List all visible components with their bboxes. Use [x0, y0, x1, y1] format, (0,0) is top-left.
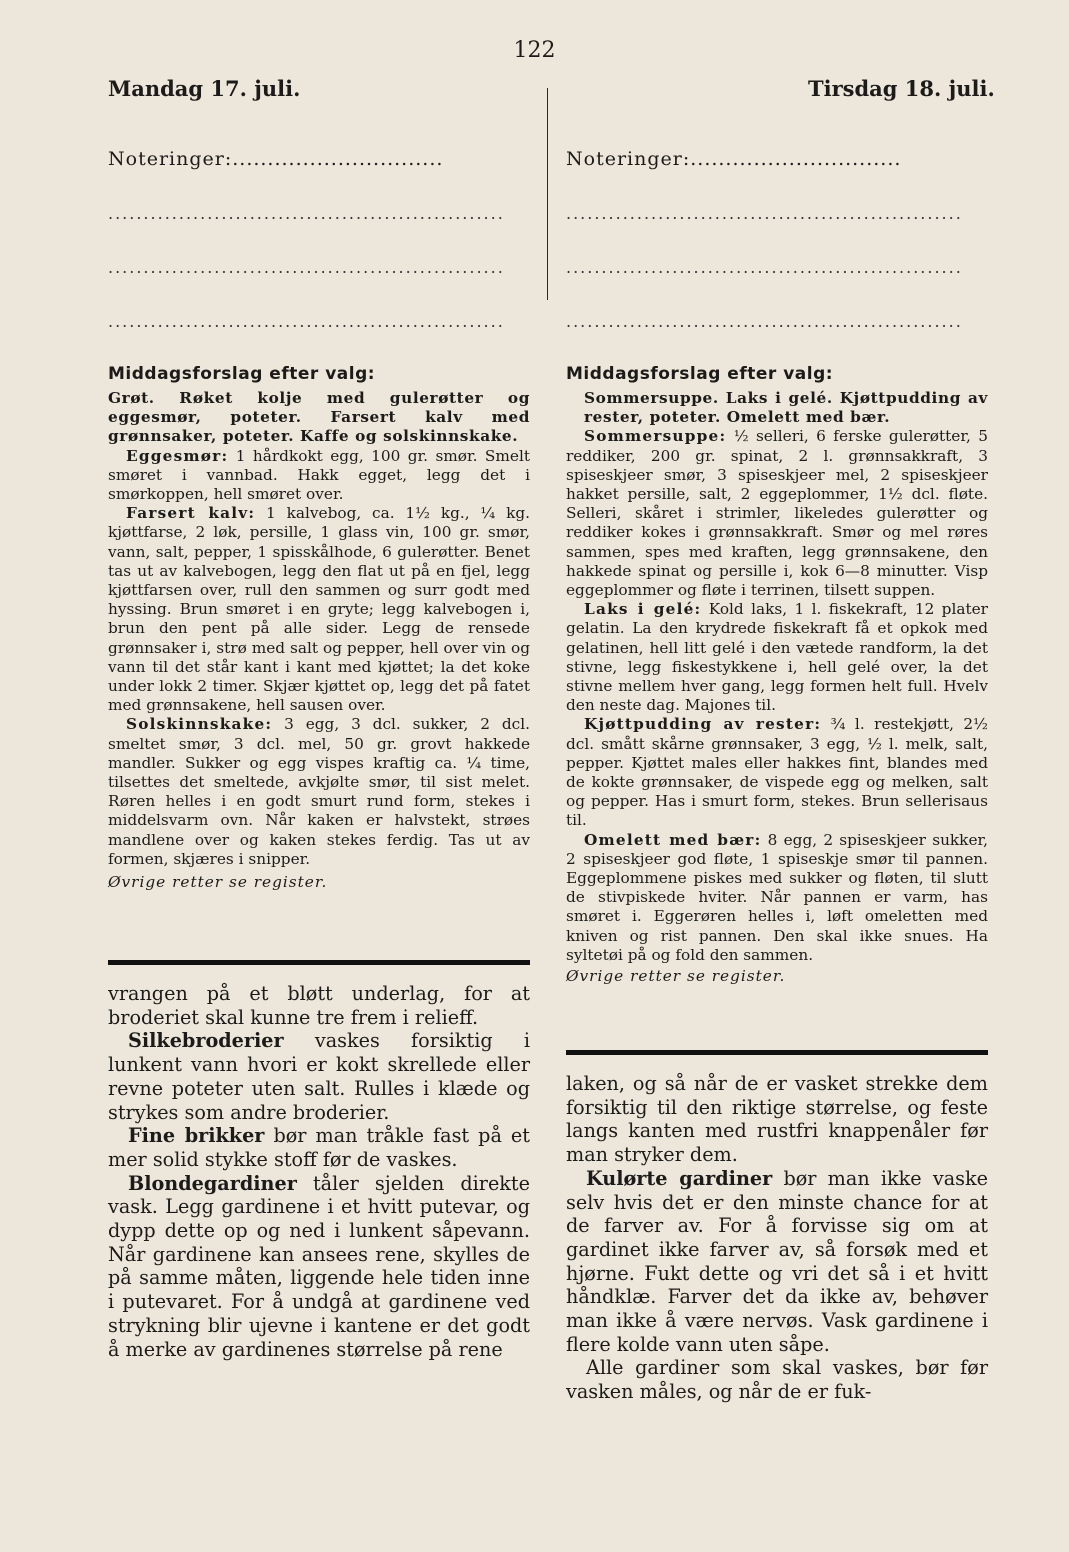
- recipes-monday: [108, 389, 530, 892]
- prose-paragraph: [566, 1167, 988, 1357]
- section-rule: [566, 1050, 988, 1055]
- notes-label-text: Noteringer:: [108, 148, 233, 170]
- notes-dots: ..............................: [690, 148, 902, 170]
- recipe-text: 8 egg, 2 spiseskjeer sukker, 2 spiseskjeer god fløte, 1 spiseskje smør til pannen. Eggeplommene piskes med sukker og fløten, til slutt de stivpiskede hviter. Når pannen er varm, has smøret i. Eggerøren helles i, løft omeletten med kniven og rist pannen. Den skal ikke snues. Ha syltetøi på og fold den sammen.: [566, 830, 989, 964]
- recipe-sommersuppe: [566, 427, 988, 600]
- other-dishes-note: Øvrige retter se register.: [108, 873, 328, 892]
- prose-paragraph: [566, 1356, 988, 1403]
- page-number: 122: [513, 38, 556, 63]
- prose-text: Alle gardiner som skal vaskes, bør før vasken måles, og når de er fuk-: [566, 1356, 988, 1404]
- recipe-eggesmor: [108, 447, 530, 505]
- notes-line-2: ........................................................: [566, 258, 963, 277]
- menu-intro: Sommersuppe. Laks i gelé. Kjøttpudding av rester, poteter. Omelett med bær.: [584, 389, 988, 427]
- recipe-text: 1 kalvebog, ca. 1½ kg., ¼ kg. kjøttfarse, 2 løk, persille, 1 glass vin, 100 gr. smør, vann, salt, pepper, 1 spisskålhode, 6 gulerøtter. Benet tas ut av kalvebogen, legg den flat ut på en fjel, legg kjøttfarsen over, rull den sammen og surr godt med hyssing. Brun smøret i en gryte; legg kalvebogen i, brun den pent på alle sider. Legg de rensede grønnsaker i, strø med salt og pepper, hell over vin og vann til det står kant i kant med kjøttet; la det koke under lokk 2 timer. Skjær kjøttet op, legg det på fatet med grønnsakene, hell sausen over.: [108, 504, 530, 715]
- recipe-name: Eggesmør:: [126, 446, 229, 465]
- recipes-tuesday: [566, 389, 988, 986]
- prose-monday: [108, 982, 530, 1361]
- recipe-name: Laks i gelé:: [584, 600, 702, 619]
- recipe-kjottpudding: [566, 715, 988, 830]
- menu-heading-monday: Middagsforslag efter valg:: [108, 364, 376, 384]
- prose-bold: Fine brikker: [128, 1124, 265, 1148]
- notes-line-2: ........................................................: [108, 258, 505, 277]
- prose-bold: Kulørte gardiner: [586, 1166, 773, 1190]
- prose-tuesday: [566, 1072, 988, 1404]
- menu-heading-tuesday: Middagsforslag efter valg:: [566, 364, 834, 384]
- notes-line-3: ........................................................: [566, 312, 963, 331]
- recipe-laks-i-gele: [566, 600, 988, 715]
- prose-paragraph: [108, 1172, 530, 1362]
- recipe-text: ½ selleri, 6 ferske gulerøtter, 5 reddiker, 200 gr. spinat, 2 l. grønnsakkraft, 3 spiseskjeer smør, 3 spiseskjeer mel, 2 spiseskjeer hakket persille, salt, 2 eggeplommer, 1½ dcl. fløte. Selleri, skåret i strimler, likeledes gulerøtter og reddiker kokes i grønnsakkraft. Smør og mel røres sammen, spes med kraften, legg grønnsakene, den hakkede spinat og persille i, kok 6—8 minutter. Visp eggeplommer og fløte i terrinen, tilsett suppen.: [566, 427, 988, 600]
- notes-line-1: ........................................................: [566, 204, 963, 223]
- recipe-name: Solskinnskake:: [126, 715, 273, 734]
- prose-paragraph: [566, 1072, 988, 1167]
- notes-label-monday: [108, 148, 530, 170]
- prose-paragraph: [108, 1124, 530, 1171]
- recipe-name: Sommersuppe:: [584, 427, 727, 446]
- prose-bold: Blondegardiner: [128, 1171, 297, 1195]
- prose-text: bør man tråkle fast på et mer solid stykke stoff før de vaskes.: [108, 1124, 530, 1171]
- recipe-text: 3 egg, 3 dcl. sukker, 2 dcl. smeltet smør, 3 dcl. mel, 50 gr. grovt hakkede mandler. Sukker og egg vispes kraftig ca. ¼ time, tilsettes det smeltede, avkjølte smør, til sist melet. Røren helles i en godt smurt rund form, stekes i middelsvarm ovn. Når kaken er halvstekt, strøes mandlene over og kaken stekes ferdig. Tas ut av formen, skjæres i snipper.: [108, 715, 530, 868]
- recipe-name: Kjøttpudding av rester:: [584, 715, 822, 734]
- prose-text: tåler sjelden direkte vask. Legg gardinene i et hvitt putevar, og dypp dette op og ned i lunkent såpevann. Når gardinene kan ansees rene, skylles de på samme måten, liggende hele tiden inne i putevaret. For å undgå at gardinene ved strykning blir ujevne i kantene er det godt å merke av gardinenes størrelse på rene: [108, 1171, 530, 1361]
- recipe-text: 1 hårdkokt egg, 100 gr. smør. Smelt smøret i vannbad. Hakk egget, legg det i smørkoppen, hell smøret over.: [108, 446, 530, 504]
- section-rule: [108, 960, 530, 965]
- notes-line-1: ........................................................: [108, 204, 505, 223]
- column-divider: [547, 88, 548, 300]
- menu-intro: Grøt. Røket kolje med gulerøtter og eggesmør, poteter. Farsert kalv med grønnsaker, poteter. Kaffe og solskinnskake.: [108, 389, 530, 446]
- prose-text: vaskes forsiktig i lunkent vann hvori er kokt skrellede eller revne poteter uten salt. Rulles i klæde og strykes som andre broderier.: [108, 1029, 530, 1124]
- prose-text: bør man ikke vaske selv hvis det er den minste chance for at de farver av. For å forvisse sig om at gardinet ikke farver av, så forsøk med et hjørne. Fukt dette og vri det så i et hvitt håndklæ. Farver det da ikke av, behøver man ikke å være nervøs. Vask gardinene i flere kolde vann uten såpe.: [566, 1166, 988, 1356]
- notes-label-tuesday: [566, 148, 988, 170]
- recipe-omelett: [566, 831, 988, 965]
- recipe-name: Farsert kalv:: [126, 504, 256, 523]
- recipe-name: Omelett med bær:: [584, 830, 762, 849]
- recipe-text: ¾ l. restekjøtt, 2½ dcl. smått skårne grønnsaker, 3 egg, ½ l. melk, salt, pepper. Kjøttet males eller hakkes fint, blandes med de kokte grønnsaker, de vispede egg og melken, salt og pepper. Has i smurt form, stekes. Brun sellerisaus til.: [566, 715, 988, 830]
- notes-line-3: ........................................................: [108, 312, 505, 331]
- prose-text: laken, og så når de er vasket strekke dem forsiktig til den riktige størrelse, og feste langs kanten med rustfri knappenåler før man stryker dem.: [566, 1072, 988, 1167]
- notes-label-text: Noteringer:: [566, 148, 691, 170]
- notes-dots: ..............................: [232, 148, 444, 170]
- prose-paragraph: [108, 982, 530, 1029]
- recipe-text: Kold laks, 1 l. fiskekraft, 12 plater gelatin. La den krydrede fiskekraft få et opkok med gelatinen, hell litt gelé i den vætede randform, la det stivne, legg fiskestykkene i, hell gelé over, la det stivne mellem hver gang, legg formen helt full. Hvelv den neste dag. Majones til.: [566, 600, 988, 715]
- other-dishes-note: Øvrige retter se register.: [566, 967, 786, 986]
- day-title-monday: Mandag 17. juli.: [108, 76, 301, 101]
- prose-paragraph: [108, 1029, 530, 1124]
- prose-text: vrangen på et bløtt underlag, for at broderiet skal kunne tre frem i relieff.: [108, 982, 530, 1029]
- recipe-solskinnskake: [108, 715, 530, 869]
- day-title-tuesday: Tirsdag 18. juli.: [808, 76, 995, 101]
- recipe-farsert-kalv: [108, 504, 530, 715]
- prose-bold: Silkebroderier: [128, 1029, 284, 1053]
